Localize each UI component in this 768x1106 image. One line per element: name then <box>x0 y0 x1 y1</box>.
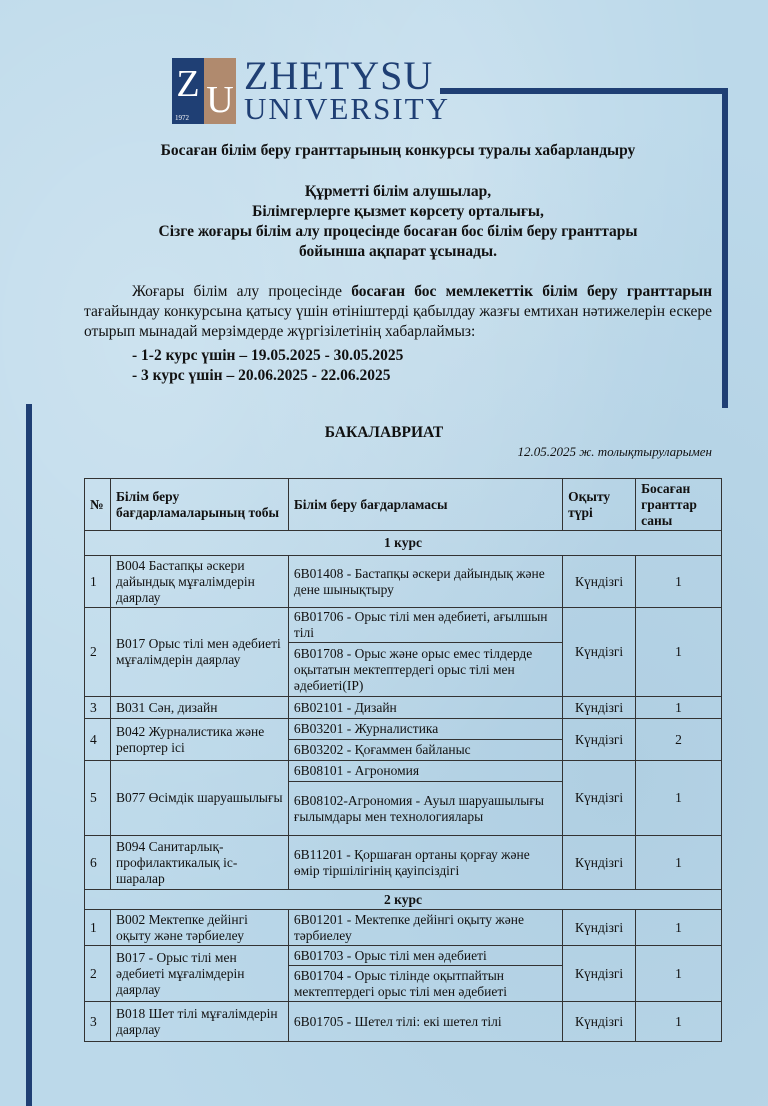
row-count: 1 <box>636 556 722 608</box>
table-row <box>85 556 722 608</box>
course-row <box>85 531 722 556</box>
date-item: - 1-2 курс үшін – 19.05.2025 - 30.05.2025 <box>132 347 404 364</box>
announcement-title: Босаған білім беру гранттарының конкурсы туралы хабарландыру <box>160 142 636 159</box>
row-number: 1 <box>85 556 111 608</box>
logo-u: U <box>204 58 236 124</box>
row-group: В017 - Орыс тілі мен әдебиеті мұғалімдерін даярлау <box>110 946 288 1002</box>
header-group: Білім беру бағдарламаларының тобы <box>110 479 288 531</box>
row-program: 6В01708 - Орыс және орыс емес тілдерде оқытатын мектептердегі орыс тілі мен әдебиеті(IP) <box>288 643 562 697</box>
body-paragraph <box>84 282 712 342</box>
row-number: 2 <box>85 608 111 697</box>
row-form: Күндізгі <box>563 719 636 761</box>
row-count: 1 <box>636 1002 722 1042</box>
row-count: 1 <box>636 946 722 1002</box>
row-count: 1 <box>636 761 722 836</box>
row-form: Күндізгі <box>563 910 636 946</box>
row-program: 6В02101 - Дизайн <box>288 697 562 719</box>
greeting <box>84 182 712 262</box>
row-form: Күндізгі <box>563 1002 636 1042</box>
table-row <box>85 608 722 643</box>
row-form: Күндізгі <box>563 556 636 608</box>
row-group: В017 Орыс тілі мен әдебиеті мұғалімдерін даярлау <box>110 608 288 697</box>
frame-left-line <box>26 404 32 1106</box>
table-row <box>85 697 722 719</box>
logo-sub: UNIVERSITY <box>244 91 450 126</box>
row-group: В042 Журналистика және репортер ісі <box>110 719 288 761</box>
row-program: 6В01704 - Орыс тілінде оқытпайтын мектептердегі орыс тілі мен әдебиеті <box>288 966 562 1002</box>
logo-year: 1972 <box>175 114 189 122</box>
row-program: 6В03202 - Қоғаммен байланыс <box>288 740 562 761</box>
table-row <box>85 1002 722 1042</box>
row-group: В077 Өсімдік шаруашылығы <box>110 761 288 836</box>
row-group: В094 Санитарлық-профилактикалық іс-шаралар <box>110 836 288 890</box>
header-count: Босаған гранттар саны <box>636 479 722 531</box>
table-header-row <box>85 479 722 531</box>
row-form: Күндізгі <box>563 761 636 836</box>
greeting-line: Білімгерлерге қызмет көрсету орталығы, <box>252 203 544 220</box>
course-label: 2 курс <box>85 890 722 910</box>
announcement-content <box>84 142 712 386</box>
row-form: Күндізгі <box>563 836 636 890</box>
row-count: 1 <box>636 836 722 890</box>
row-program: 6В01408 - Бастапқы әскери дайындық және дене шынықтыру <box>288 556 562 608</box>
university-logo <box>172 53 450 126</box>
course-row <box>85 890 722 910</box>
row-number: 2 <box>85 946 111 1002</box>
logo-mark <box>172 58 236 124</box>
row-number: 4 <box>85 719 111 761</box>
table-row <box>85 946 722 966</box>
row-count: 1 <box>636 608 722 697</box>
body-part2: тағайындау конкурсына қатысу үшін өтініштерді қабылдау жазғы емтихан нәтижелерін ескере отырып мынадай мерзімдерде жүргізілетінің хабарлаймыз: <box>84 303 712 340</box>
row-group: В031 Сән, дизайн <box>110 697 288 719</box>
grants-table <box>84 478 722 1042</box>
logo-name: ZHETYSU <box>244 53 434 98</box>
row-program: 6В01703 - Орыс тілі мен әдебиеті <box>288 946 562 966</box>
course-label: 1 курс <box>85 531 722 556</box>
table-row <box>85 761 722 782</box>
row-count: 2 <box>636 719 722 761</box>
row-program: 6В01705 - Шетел тілі: екі шетел тілі <box>288 1002 562 1042</box>
update-note: 12.05.2025 ж. толықтыруларымен <box>517 444 712 459</box>
row-form: Күндізгі <box>563 697 636 719</box>
row-group: В018 Шет тілі мұғалімдерін даярлау <box>110 1002 288 1042</box>
greeting-line: бойынша ақпарат ұсынады. <box>298 243 498 260</box>
row-count: 1 <box>636 910 722 946</box>
frame-top-line <box>440 88 728 94</box>
row-number: 6 <box>85 836 111 890</box>
row-form: Күндізгі <box>563 946 636 1002</box>
row-form: Күндізгі <box>563 608 636 697</box>
row-number: 3 <box>85 1002 111 1042</box>
body-bold: босаған бос мемлекеттік білім беру гранттарын <box>351 283 712 300</box>
greeting-line: Сізге жоғары білім алу процесінде босаған бос білім беру гранттары <box>158 223 638 240</box>
row-group: В002 Мектепке дейінгі оқыту және тәрбиелеу <box>110 910 288 946</box>
logo-z: Z <box>172 58 204 124</box>
row-program: 6В03201 - Журналистика <box>288 719 562 740</box>
dates-list <box>84 346 712 386</box>
table-row <box>85 910 722 946</box>
frame-right-line <box>722 88 728 408</box>
header-number: № <box>85 479 111 531</box>
row-count: 1 <box>636 697 722 719</box>
row-program: 6В08101 - Агрономия <box>288 761 562 782</box>
row-program: 6В01201 - Мектепке дейінгі оқыту және тәрбиелеу <box>288 910 562 946</box>
header-program: Білім беру бағдарламасы <box>288 479 562 531</box>
section-heading: БАКАЛАВРИАТ <box>324 424 444 441</box>
row-program: 6В08102-Агрономия - Ауыл шаруашылығы ғылымдары мен технологиялары <box>288 782 562 836</box>
table-row <box>85 836 722 890</box>
body-part1: Жоғары білім алу процесінде <box>132 283 352 300</box>
row-program: 6В11201 - Қоршаған ортаны қорғау және өмір тіршілігінің қауіпсіздігі <box>288 836 562 890</box>
row-number: 5 <box>85 761 111 836</box>
greeting-line: Құрметті білім алушылар, <box>304 183 492 200</box>
logo-text <box>244 53 450 126</box>
date-item: - 3 курс үшін – 20.06.2025 - 22.06.2025 <box>132 367 391 384</box>
table-row <box>85 719 722 740</box>
row-group: В004 Бастапқы әскери дайындық мұғалімдерін даярлау <box>110 556 288 608</box>
header-form: Оқыту түрі <box>563 479 636 531</box>
row-program: 6В01706 - Орыс тілі мен әдебиеті, ағылшын тілі <box>288 608 562 643</box>
row-number: 3 <box>85 697 111 719</box>
row-number: 1 <box>85 910 111 946</box>
